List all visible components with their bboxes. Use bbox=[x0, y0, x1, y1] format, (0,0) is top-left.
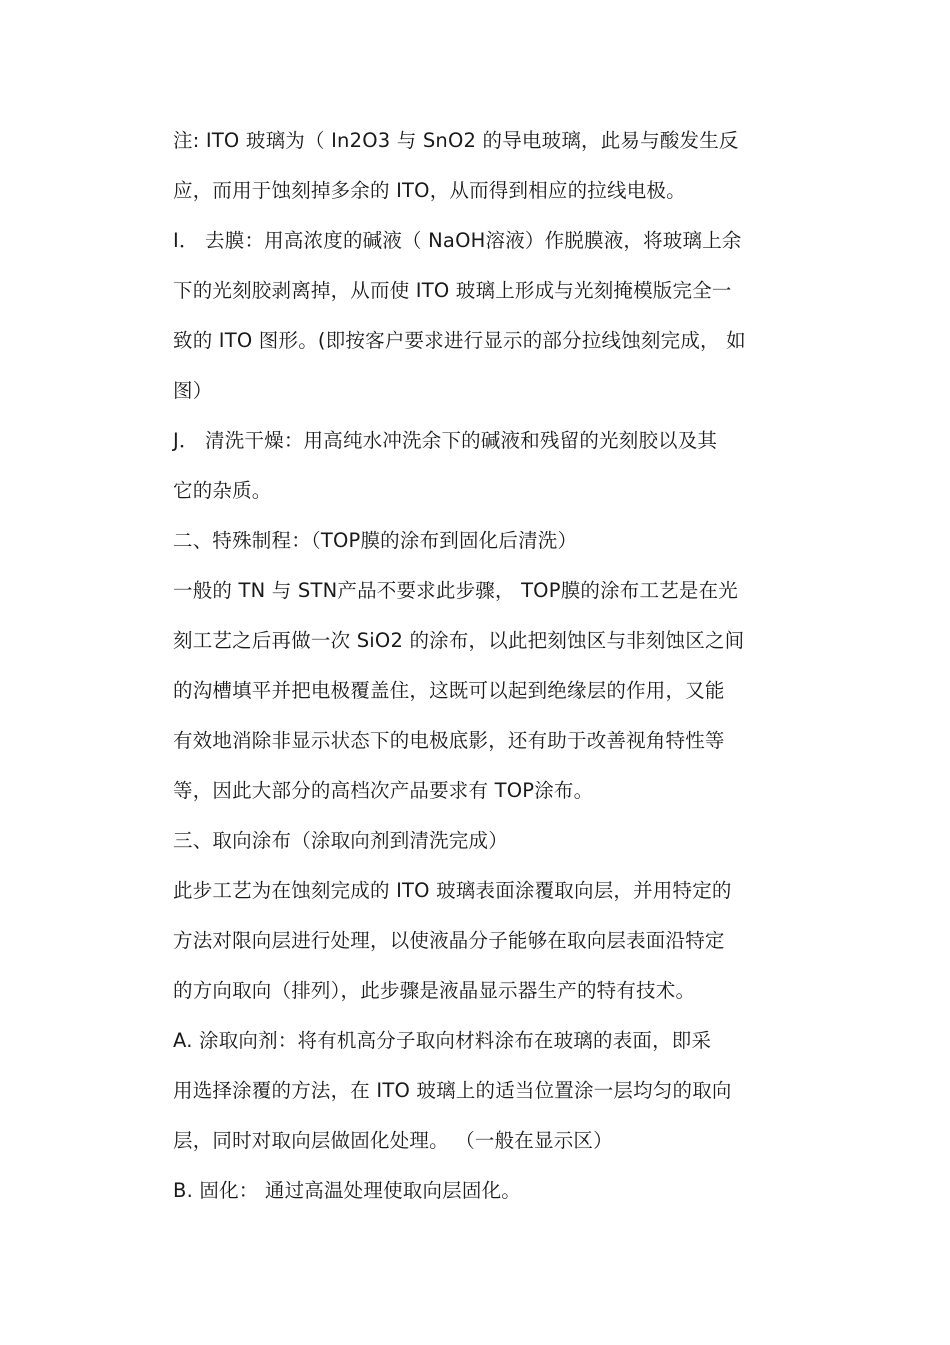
text-line: 等，因此大部分的高档次产品要求有 TOP涂布。 bbox=[173, 779, 594, 802]
text-line: 有效地消除非显示状态下的电极底影，还有助于改善视角特性等 bbox=[173, 729, 725, 752]
text-line: 刻工艺之后再做一次 SiO2 的涂布，以此把刻蚀区与非刻蚀区之间 bbox=[173, 629, 745, 652]
text-line: A. 涂取向剂：将有机高分子取向材料涂布在玻璃的表面，即采 bbox=[173, 1029, 712, 1052]
text-line: 下的光刻胶剥离掉，从而使 ITO 玻璃上形成与光刻掩模版完全一 bbox=[173, 279, 732, 302]
text-line: 此步工艺为在蚀刻完成的 ITO 玻璃表面涂覆取向层，并用特定的 bbox=[173, 879, 732, 902]
text-line: 致的 ITO 图形。(即按客户要求进行显示的部分拉线蚀刻完成， 如 bbox=[173, 329, 746, 352]
text-line: B. 固化： 通过高温处理使取向层固化。 bbox=[173, 1179, 521, 1202]
text-line: 方法对限向层进行处理，以使液晶分子能够在取向层表面沿特定 bbox=[173, 929, 725, 952]
text-line: J． 清洗干燥：用高纯水冲洗余下的碱液和残留的光刻胶以及其 bbox=[173, 429, 718, 452]
section-heading: 二、特殊制程：（TOP膜的涂布到固化后清洗） bbox=[173, 529, 578, 552]
text-line: 的沟槽填平并把电极覆盖住，这既可以起到绝缘层的作用，又能 bbox=[173, 679, 725, 702]
text-line: 应，而用于蚀刻掉多余的 ITO，从而得到相应的拉线电极。 bbox=[173, 179, 686, 202]
text-line: 注: ITO 玻璃为（ In2O3 与 SnO2 的导电玻璃，此易与酸发生反 bbox=[173, 129, 739, 152]
text-line: 它的杂质。 bbox=[173, 479, 272, 502]
text-line: 的方向取向（排列），此步骤是液晶显示器生产的特有技术。 bbox=[173, 979, 696, 1002]
section-heading: 三、取向涂布（涂取向剂到清洗完成） bbox=[173, 829, 508, 852]
text-line: 图） bbox=[173, 379, 213, 402]
text-line: 层，同时对取向层做固化处理。 （一般在显示区） bbox=[173, 1129, 613, 1152]
text-line: 一般的 TN 与 STN产品不要求此步骤， TOP膜的涂布工艺是在光 bbox=[173, 579, 738, 602]
text-line: I． 去膜：用高浓度的碱液（ NaOH溶液）作脱膜液，将玻璃上余 bbox=[173, 229, 742, 252]
text-line: 用选择涂覆的方法，在 ITO 玻璃上的适当位置涂一层均匀的取向 bbox=[173, 1079, 732, 1102]
